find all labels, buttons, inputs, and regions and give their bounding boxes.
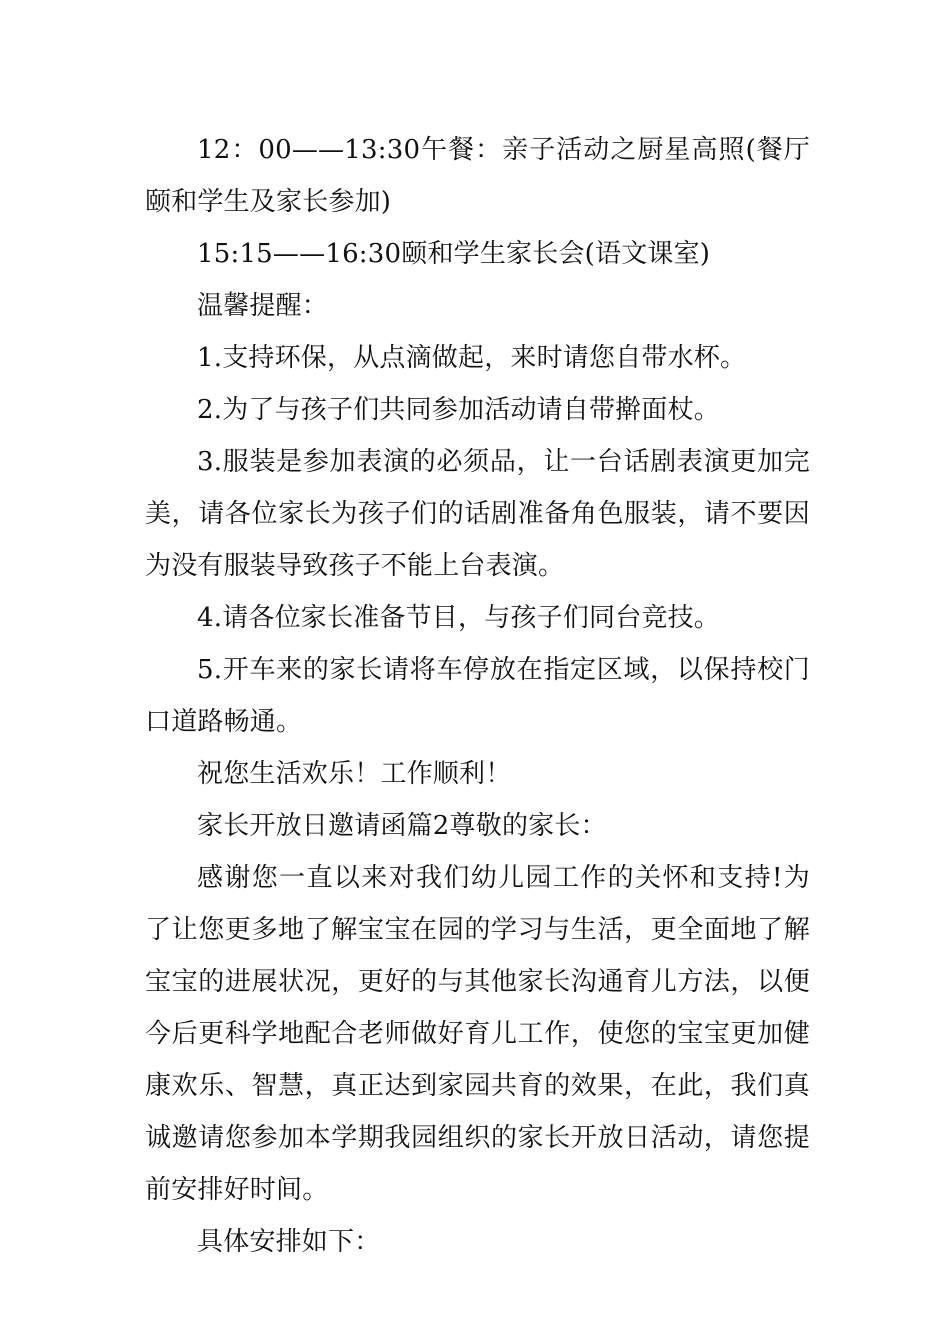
paragraph-reminder-5: 5.开车来的家长请将车停放在指定区域，以保持校门口道路畅通。 bbox=[145, 655, 810, 737]
paragraph-parent-meeting: 15:15——16:30颐和学生家长会(语文课室) bbox=[197, 239, 711, 269]
paragraph-lunch-schedule: 12：00——13:30午餐：亲子活动之厨星高照(餐厅颐和学生及家长参加) bbox=[145, 135, 810, 217]
paragraph-reminder-1: 1.支持环保，从点滴做起，来时请您自带水杯。 bbox=[197, 343, 747, 373]
paragraph-reminder-2: 2.为了与孩子们共同参加活动请自带擀面杖。 bbox=[197, 395, 721, 425]
paragraph-reminder-4: 4.请各位家长准备节目，与孩子们同台竞技。 bbox=[197, 603, 721, 633]
document-body bbox=[145, 124, 810, 1268]
paragraph-reminder-heading: 温馨提醒： bbox=[197, 291, 329, 321]
paragraph-arrangement-heading: 具体安排如下： bbox=[197, 1227, 381, 1257]
paragraph-letter-2-greeting: 家长开放日邀请函篇2尊敬的家长： bbox=[197, 811, 607, 841]
paragraph-reminder-3: 3.服装是参加表演的必须品，让一台话剧表演更加完美，请各位家长为孩子们的话剧准备角色服装，请不要因为没有服装导致孩子不能上台表演。 bbox=[145, 447, 810, 581]
paragraph-wishes: 祝您生活欢乐！工作顺利！ bbox=[197, 759, 512, 789]
paragraph-letter-2-body: 感谢您一直以来对我们幼儿园工作的关怀和支持!为了让您更多地了解宝宝在园的学习与生活，更全面地了解宝宝的进展状况，更好的与其他家长沟通育儿方法，以便今后更科学地配合老师做好育儿工作，使您的宝宝更加健康欢乐、智慧，真正达到家园共育的效果，在此，我们真诚邀请您参加本学期我园组织的家长开放日活动，请您提前安排好时间。 bbox=[145, 863, 810, 1205]
